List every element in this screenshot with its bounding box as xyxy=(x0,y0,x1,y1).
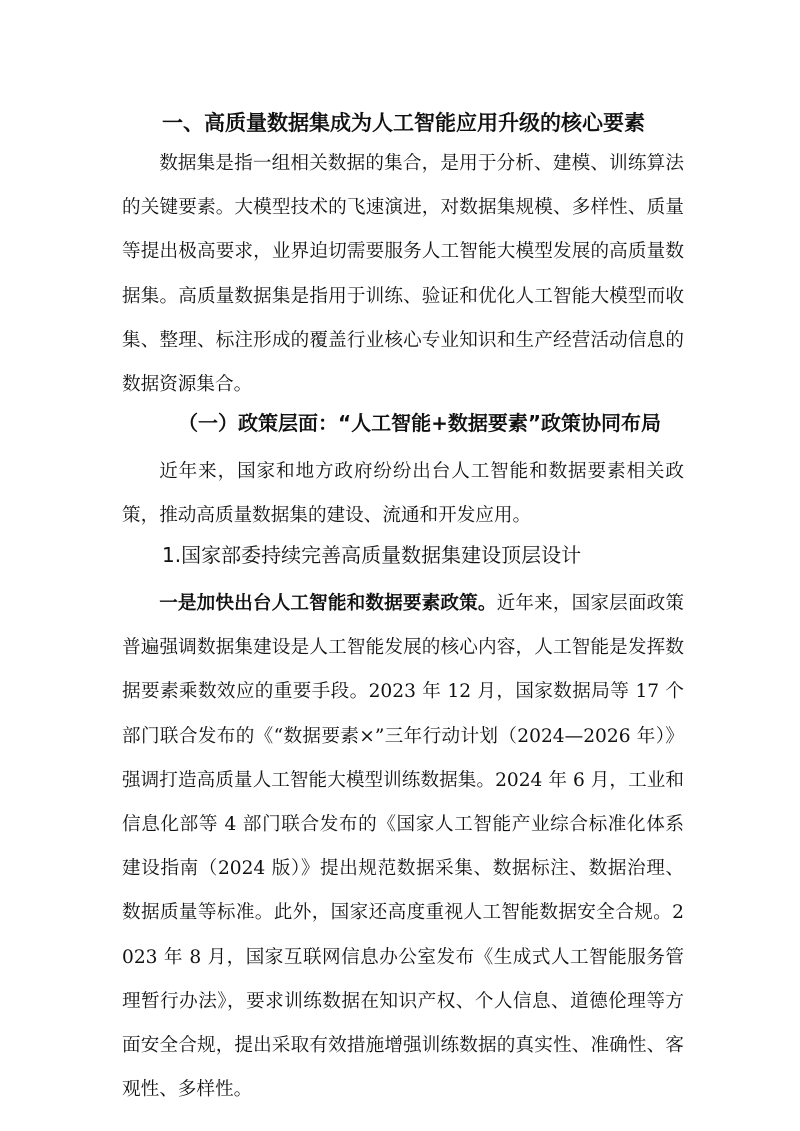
section-paragraph: 数据集是指一组相关数据的集合，是用于分析、建模、训练算法的关键要素。大模型技术的飞速演进，对数据集规模、多样性、质量等提出极高要求，业界迫切需要服务人工智能大模型发展的高质量数据集。高质量数据集是指用于训练、验证和优化人工智能大模型而收集、整理、标注形成的覆盖行业核心专业知识和生产经营活动信息的数据资源集合。 xyxy=(122,153,684,396)
item-paragraph xyxy=(122,582,684,1112)
section-heading: 一、高质量数据集成为人工智能应用升级的核心要素 xyxy=(162,111,645,135)
item-heading: 1.国家部委持续完善高质量数据集建设顶层设计 xyxy=(162,543,582,567)
item-body-text: 近年来，国家层面政策普遍强调数据集建设是人工智能发展的核心内容，人工智能是发挥数据要素乘数效应的重要手段。2023 年 12 月，国家数据局等 17 个部门联合发布的《“数据要素×”三年行动计划（2024—2026 年）》强调打造高质量人工智能大模型训练数据集。2024 年 6 月，工业和信息化部等 4 部门联合发布的《国家人工智能产业综合标准化体系建设指南（2024 版）》提出规范数据采集、数据标注、数据治理、数据质量等标准。此外，国家还高度重视人工智能数据安全合规。2023 年 8 月，国家互联网信息办公室发布《生成式人工智能服务管理暂行办法》，要求训练数据在知识产权、个人信息、道德伦理等方面安全合规，提出采取有效措施增强训练数据的真实性、准确性、客观性、多样性。 xyxy=(122,593,684,1101)
subsection-heading: （一）政策层面：“人工智能+数据要素”政策协同布局 xyxy=(178,411,662,435)
subsection-paragraph: 近年来，国家和地方政府纷纷出台人工智能和数据要素相关政策，推动高质量数据集的建设、流通和开发应用。 xyxy=(122,461,684,527)
item-lead-sentence: 一是加快出台人工智能和数据要素政策。 xyxy=(159,593,497,614)
